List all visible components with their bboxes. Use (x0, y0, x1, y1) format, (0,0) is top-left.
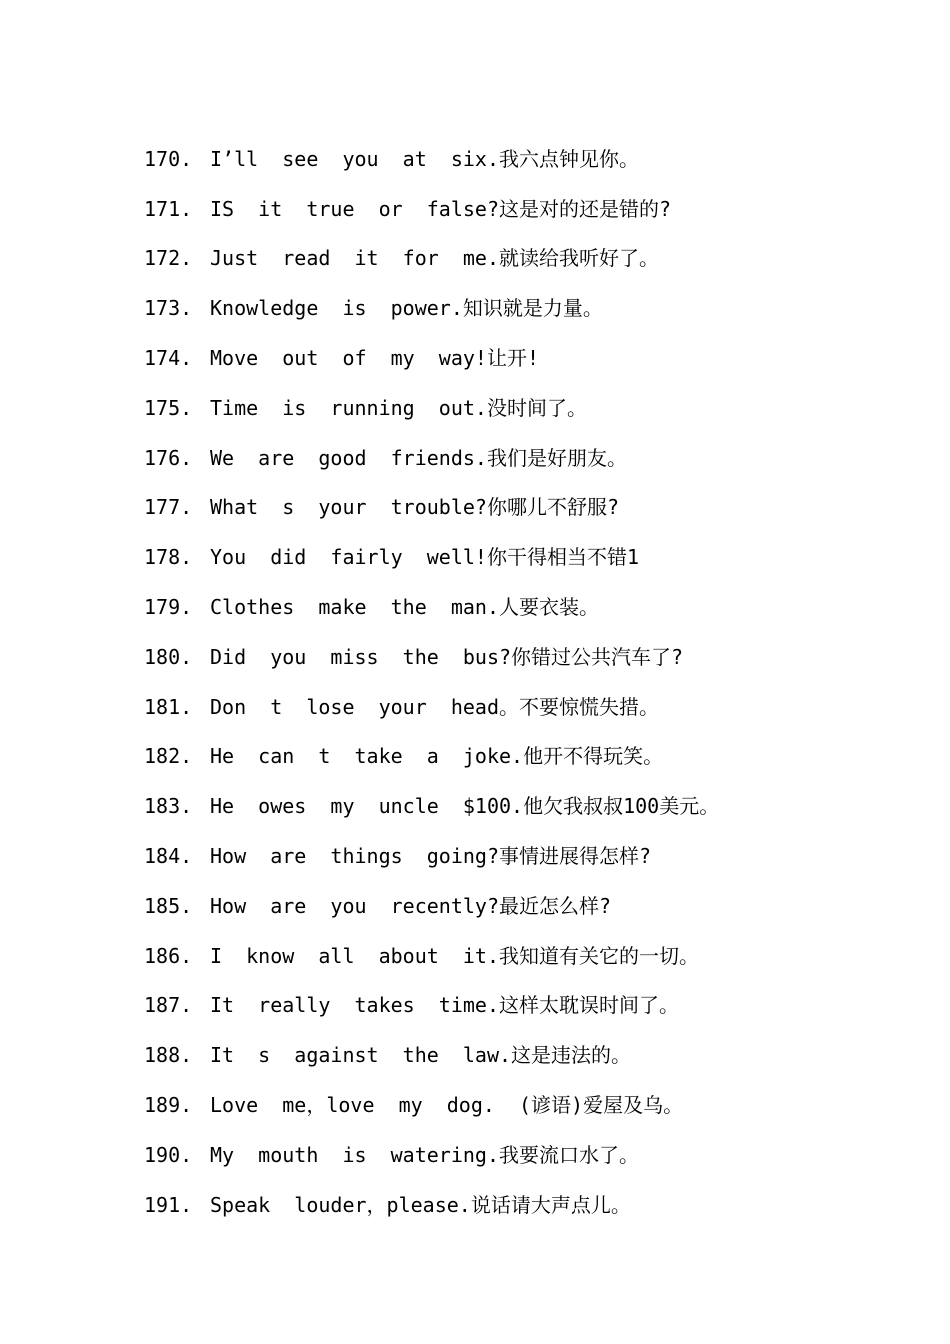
item-text: Speak louder，please.说话请大声点儿。 (210, 1192, 631, 1217)
item-text: It s against the law.这是违法的。 (210, 1043, 632, 1068)
item-number: 181. (144, 694, 193, 719)
item-number: 178. (144, 545, 193, 570)
item-text: My mouth is watering.我要流口水了。 (210, 1142, 639, 1167)
list-item (144, 1130, 904, 1180)
item-number: 187. (144, 993, 193, 1018)
list-item (144, 732, 904, 782)
list-item (144, 333, 904, 383)
list-item (144, 781, 904, 831)
item-number: 190. (144, 1142, 193, 1167)
item-text: IS it true or false?这是对的还是错的? (210, 196, 672, 221)
item-number: 189. (144, 1093, 193, 1118)
list-item (144, 283, 904, 333)
list-item (144, 831, 904, 881)
item-number: 185. (144, 893, 193, 918)
item-text: Don t lose your head。不要惊慌失措。 (210, 694, 659, 719)
item-number: 175. (144, 395, 193, 420)
list-item (144, 881, 904, 931)
item-number: 180. (144, 644, 193, 669)
item-text: You did fairly well!你干得相当不错1 (210, 545, 639, 570)
list-item (144, 184, 904, 234)
list-item (144, 1080, 904, 1130)
item-text: How are you recently?最近怎么样? (210, 893, 612, 918)
item-text: How are things going?事情进展得怎样? (210, 844, 652, 869)
item-number: 171. (144, 196, 193, 221)
item-number: 183. (144, 794, 193, 819)
item-number: 191. (144, 1192, 193, 1217)
item-number: 177. (144, 495, 193, 520)
list-item (144, 931, 904, 981)
list-item (144, 433, 904, 483)
item-number: 186. (144, 943, 193, 968)
item-text: Move out of my way!让开! (210, 346, 539, 371)
item-number: 176. (144, 445, 193, 470)
list-item (144, 981, 904, 1031)
item-number: 188. (144, 1043, 193, 1068)
item-text: He owes my uncle $100.他欠我叔叔100美元。 (210, 794, 720, 819)
list-item (144, 483, 904, 533)
item-text: Did you miss the bus?你错过公共汽车了? (210, 644, 684, 669)
list-item (144, 1180, 904, 1230)
item-number: 184. (144, 844, 193, 869)
item-text: I’ll see you at six.我六点钟见你。 (210, 146, 639, 171)
item-text: I know all about it.我知道有关它的一切。 (210, 943, 699, 968)
item-number: 172. (144, 246, 193, 271)
item-text: Clothes make the man.人要衣装。 (210, 595, 599, 620)
item-text: Time is running out.没时间了。 (210, 395, 587, 420)
item-number: 173. (144, 296, 193, 321)
list-item (144, 582, 904, 632)
item-text: We are good friends.我们是好朋友。 (210, 445, 627, 470)
list-item (144, 1030, 904, 1080)
item-text: Knowledge is power.知识就是力量。 (210, 296, 603, 321)
item-number: 179. (144, 595, 193, 620)
item-number: 170. (144, 146, 193, 171)
item-number: 182. (144, 744, 193, 769)
list-item (144, 234, 904, 284)
list-item (144, 383, 904, 433)
item-number: 174. (144, 346, 193, 371)
item-text: It really takes time.这样太耽误时间了。 (210, 993, 679, 1018)
list-item (144, 134, 904, 184)
list-item (144, 632, 904, 682)
list-item (144, 682, 904, 732)
phrase-list (144, 134, 904, 1230)
list-item (144, 532, 904, 582)
item-text: Love me，love my dog. (谚语)爱屋及乌。 (210, 1093, 684, 1118)
item-text: Just read it for me.就读给我听好了。 (210, 246, 659, 271)
item-text: What s your trouble?你哪儿不舒服? (210, 495, 619, 520)
item-text: He can t take a joke.他开不得玩笑。 (210, 744, 664, 769)
